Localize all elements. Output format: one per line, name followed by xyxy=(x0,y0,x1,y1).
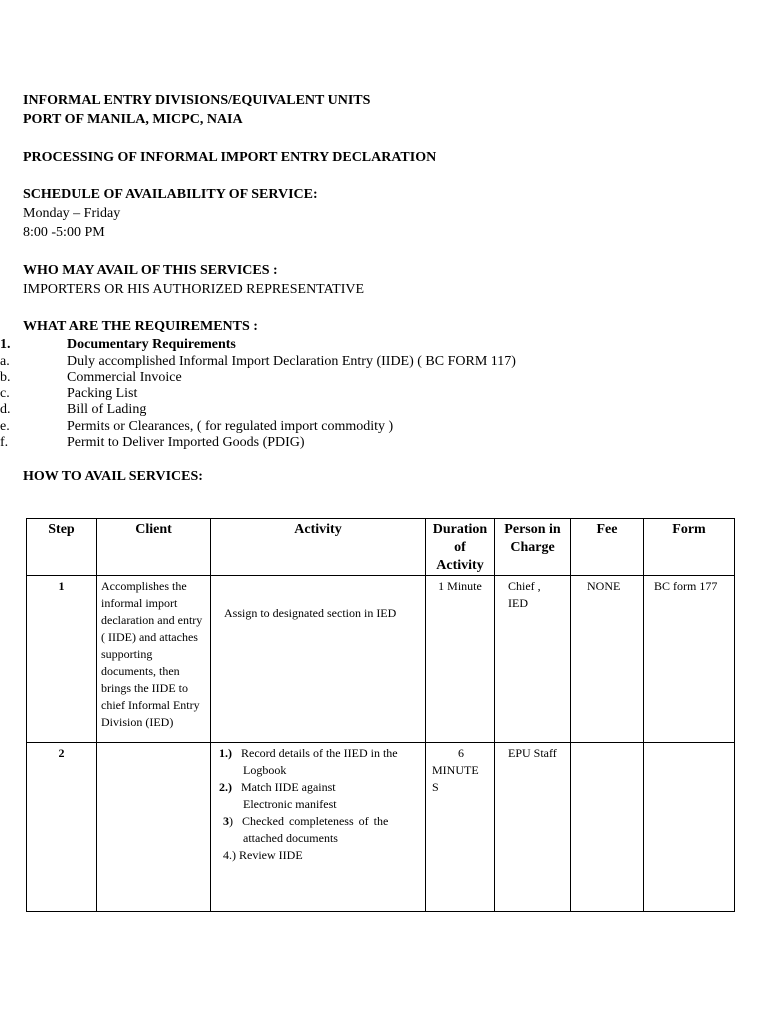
row1-form xyxy=(644,576,735,743)
who-text: IMPORTERS OR HIS AUTHORIZED REPRESENTATIVE xyxy=(23,282,365,297)
table-header-row xyxy=(27,519,735,576)
row1-fee xyxy=(571,576,644,743)
office-locations: PORT OF MANILA, MICPC, NAIA xyxy=(23,112,243,127)
list-item-letter: f. xyxy=(0,435,9,450)
schedule-heading: SCHEDULE OF AVAILABILITY OF SERVICE: xyxy=(23,187,318,202)
activity-number: 2.) xyxy=(219,780,232,794)
list-item-letter: b. xyxy=(0,370,11,385)
row2-form xyxy=(644,743,735,912)
activity-item xyxy=(219,847,421,864)
header-form: Form xyxy=(644,519,735,576)
row1-duration xyxy=(426,576,495,743)
person-text xyxy=(495,576,570,614)
activity-text-cont: Logbook xyxy=(243,763,287,777)
header-fee: Fee xyxy=(571,519,644,576)
person-line: Chief , xyxy=(508,579,541,593)
header-step: Step xyxy=(27,519,97,576)
row2-person xyxy=(495,743,571,912)
step-number: 2 xyxy=(58,746,65,760)
activity-list xyxy=(211,743,425,866)
table-row xyxy=(27,576,735,743)
step-number: 1 xyxy=(58,579,65,593)
steps-table xyxy=(26,518,735,912)
person-text: EPU Staff xyxy=(508,746,557,760)
duration-text: 1 Minute xyxy=(438,579,482,593)
duration-text xyxy=(426,743,494,798)
row1-activity xyxy=(211,576,426,743)
header-activity: Activity xyxy=(211,519,426,576)
row2-fee xyxy=(571,743,644,912)
table-row xyxy=(27,743,735,912)
list-item: Permit to Deliver Imported Goods (PDIG) xyxy=(67,435,305,450)
list-item: Commercial Invoice xyxy=(67,370,182,385)
requirement-main-label: Documentary Requirements xyxy=(67,337,236,352)
requirement-number: 1. xyxy=(0,337,11,352)
duration-line: 6 xyxy=(458,746,464,760)
row2-step xyxy=(27,743,97,912)
activity-number: 3 xyxy=(223,814,229,828)
requirements-list xyxy=(0,337,768,457)
header-person-line: Charge xyxy=(510,540,555,555)
list-item: Permits or Clearances, ( for regulated import commodity ) xyxy=(67,419,394,434)
list-item-letter: d. xyxy=(0,402,11,417)
activity-text: Review IIDE xyxy=(239,848,303,862)
duration-line: S xyxy=(432,780,439,794)
who-heading: WHO MAY AVAIL OF THIS SERVICES : xyxy=(23,263,278,278)
row2-activity xyxy=(211,743,426,912)
activity-text: Match IIDE against xyxy=(241,780,336,794)
list-item: Bill of Lading xyxy=(67,402,147,417)
fee-text: NONE xyxy=(587,579,621,593)
header-duration-line: Activity xyxy=(436,558,484,573)
client-action: Accomplishes the informal import declaration and entry ( IIDE) and attaches supporting documents, then brings the IIDE to chief Informal Entry Division (IED) xyxy=(101,579,203,729)
list-item-letter: c. xyxy=(0,386,10,401)
activity-number: 4.) xyxy=(223,848,236,862)
how-heading: HOW TO AVAIL SERVICES: xyxy=(23,469,203,484)
activity-number: 1.) xyxy=(219,746,232,760)
header-person-line: Person in xyxy=(504,522,561,537)
row1-client xyxy=(97,576,211,743)
list-item: Duly accomplished Informal Import Declaration Entry (IIDE) ( BC FORM 117) xyxy=(67,354,516,369)
schedule-hours: 8:00 -5:00 PM xyxy=(23,225,105,240)
activity-number-suffix: ) xyxy=(229,814,233,828)
list-item-letter: e. xyxy=(0,419,10,434)
row2-client xyxy=(97,743,211,912)
header-duration-line: Duration xyxy=(432,522,488,537)
activity-item xyxy=(219,813,421,830)
person-line: IED xyxy=(508,596,528,610)
activity-text-cont: Electronic manifest xyxy=(243,797,337,811)
activity-item xyxy=(219,779,421,796)
list-item-letter: a. xyxy=(0,354,10,369)
process-title: PROCESSING OF INFORMAL IMPORT ENTRY DECLARATION xyxy=(23,150,437,165)
header-client: Client xyxy=(97,519,211,576)
activity-item xyxy=(219,745,421,762)
header-duration xyxy=(426,519,495,576)
activity-text: Assign to designated section in IED xyxy=(224,606,397,620)
duration-line: MINUTE xyxy=(432,763,479,777)
activity-text-cont: attached documents xyxy=(243,831,338,845)
list-item: Packing List xyxy=(67,386,138,401)
office-title: INFORMAL ENTRY DIVISIONS/EQUIVALENT UNITS xyxy=(23,93,371,108)
header-person-in-charge xyxy=(495,519,571,576)
activity-text: Checked completeness of the xyxy=(242,814,389,828)
activity-text: Record details of the IIED in the xyxy=(241,746,398,760)
row1-step xyxy=(27,576,97,743)
row2-duration xyxy=(426,743,495,912)
schedule-days: Monday – Friday xyxy=(23,206,121,221)
row1-person xyxy=(495,576,571,743)
form-text: BC form 177 xyxy=(654,579,718,593)
header-duration-line: of xyxy=(454,540,466,555)
requirements-heading: WHAT ARE THE REQUIREMENTS : xyxy=(23,319,258,334)
